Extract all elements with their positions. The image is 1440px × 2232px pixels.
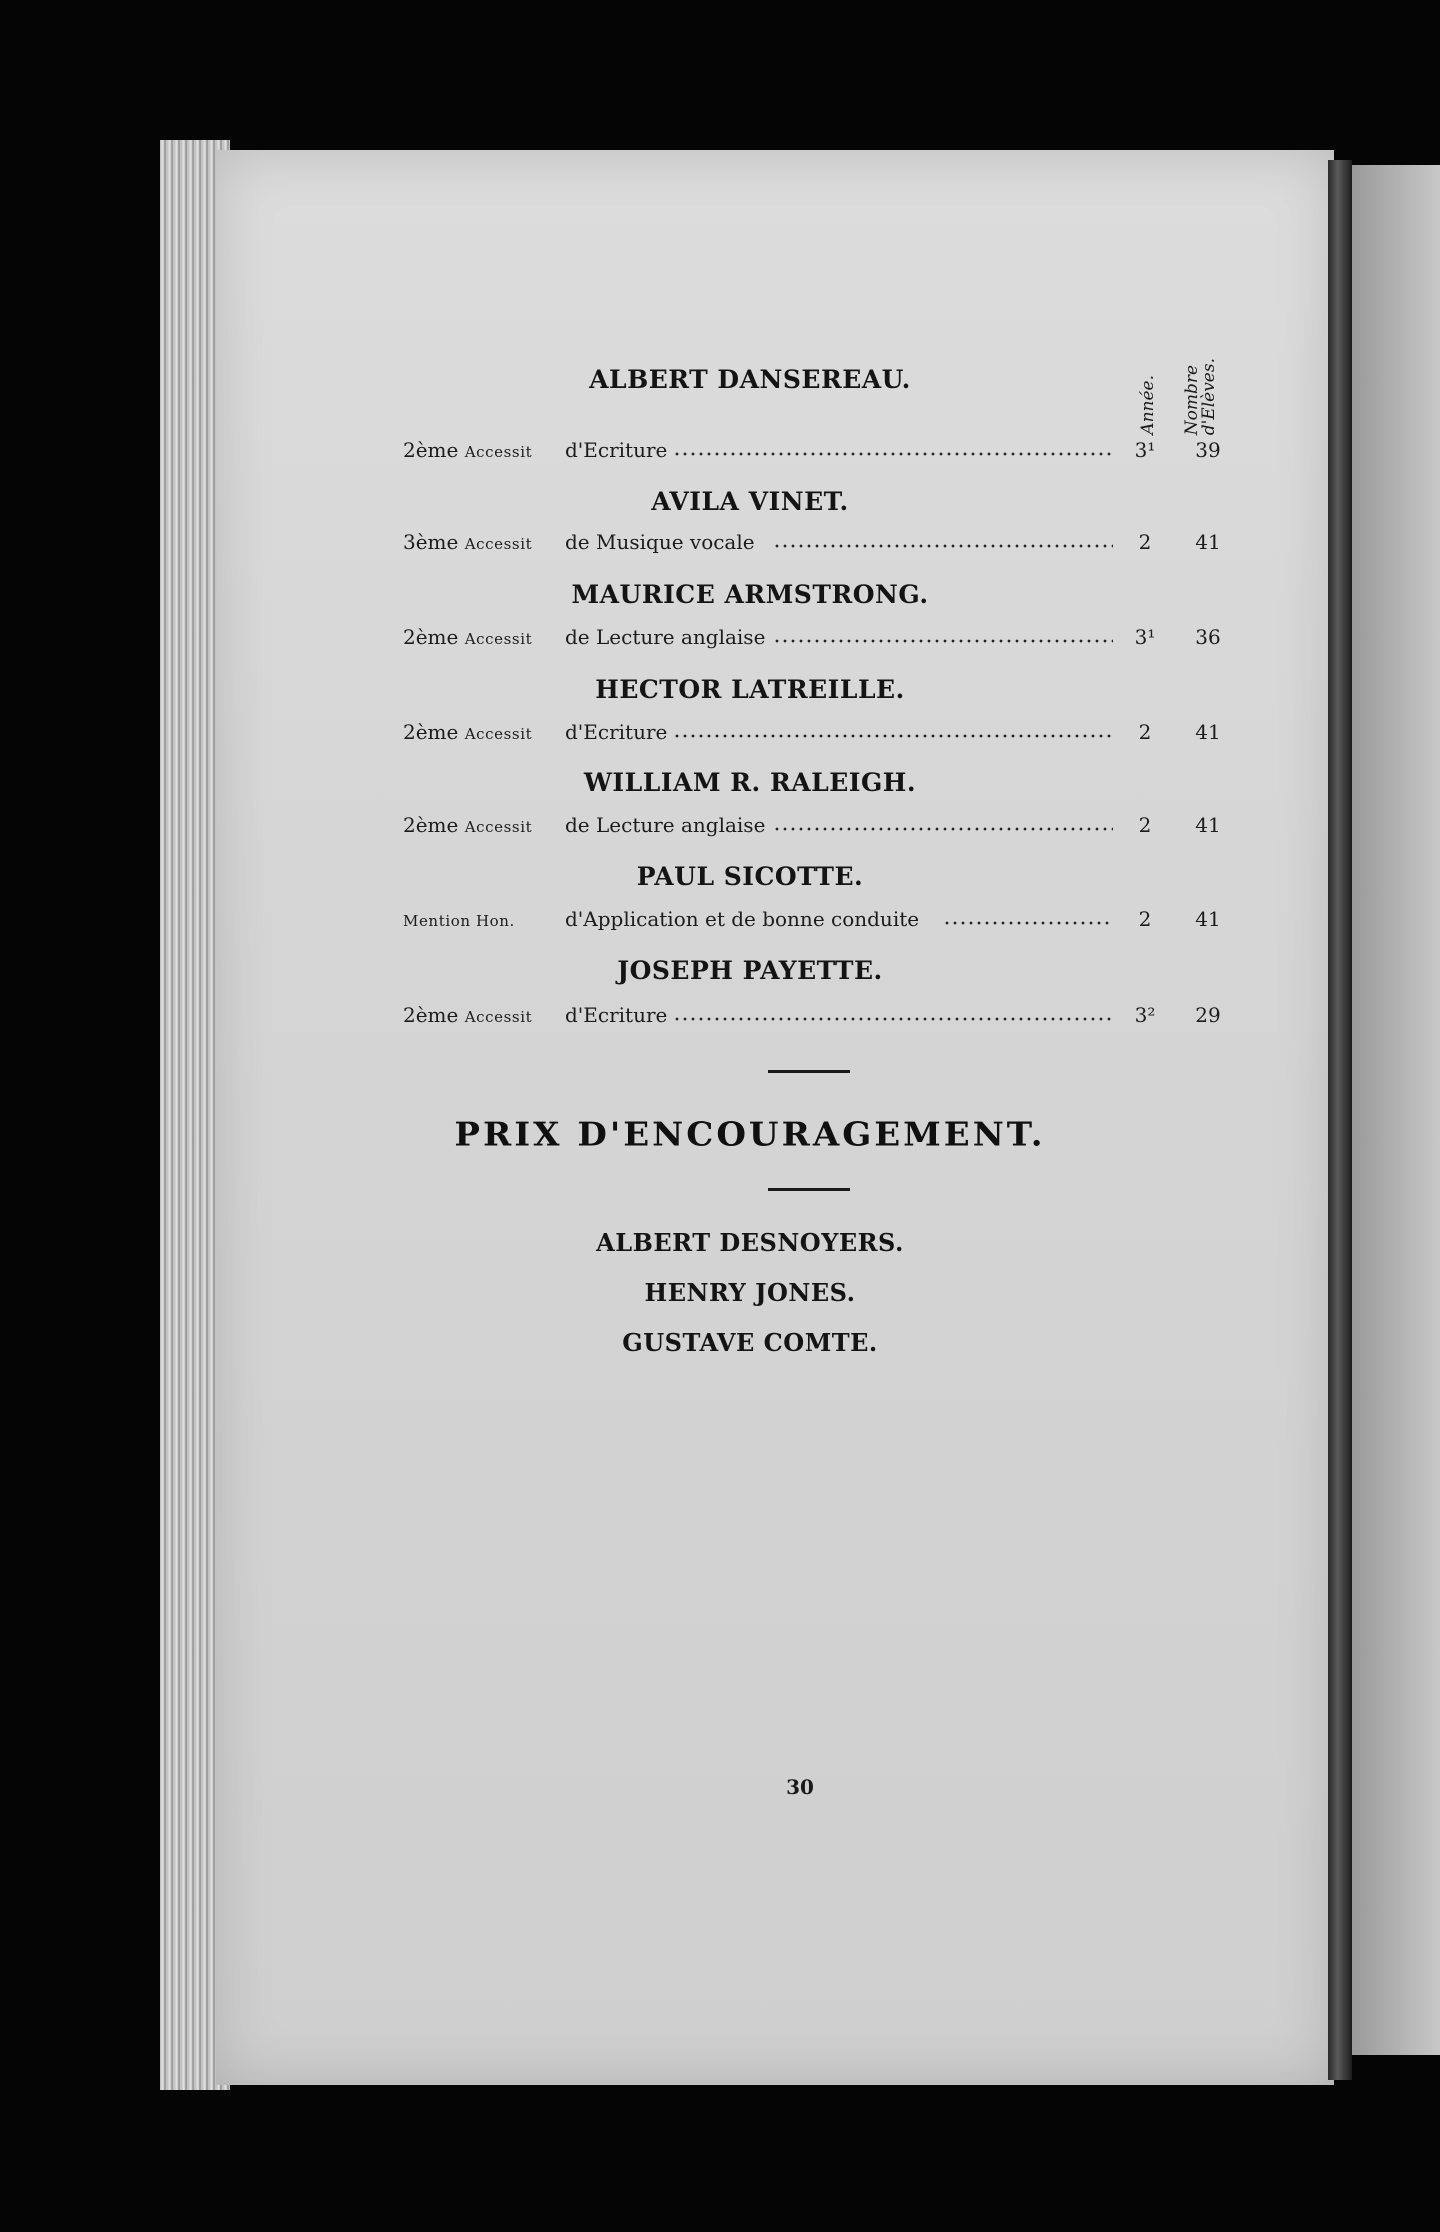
award-type: 2ème Accessit <box>403 813 533 837</box>
award-row <box>403 625 1233 651</box>
year-value: 2 <box>1138 720 1152 744</box>
year-value: 2 <box>1138 907 1152 931</box>
year-value: 3¹ <box>1134 438 1156 462</box>
year-value: 3² <box>1134 1003 1156 1027</box>
award-subject: d'Ecriture <box>565 1003 668 1027</box>
count-value: 41 <box>1195 907 1221 931</box>
year-value: 2 <box>1138 530 1152 554</box>
count-value: 41 <box>1195 720 1221 744</box>
encouragement-name: ALBERT DESNOYERS. <box>596 1228 904 1257</box>
facing-page-edge <box>1352 165 1440 2055</box>
count-value: 36 <box>1195 625 1221 649</box>
award-subject: de Lecture anglaise <box>565 625 766 649</box>
award-row <box>403 438 1233 464</box>
encouragement-name: GUSTAVE COMTE. <box>622 1328 878 1357</box>
student-name: JOSEPH PAYETTE. <box>617 956 883 985</box>
year-column-header: Année. <box>1138 375 1158 435</box>
student-name: HECTOR LATREILLE. <box>595 675 905 704</box>
student-name: MAURICE ARMSTRONG. <box>571 580 929 609</box>
award-row <box>403 907 1233 933</box>
leader-dots <box>673 452 1113 456</box>
year-value: 2 <box>1138 813 1152 837</box>
award-row <box>403 720 1233 746</box>
student-name: AVILA VINET. <box>651 487 849 516</box>
count-value: 41 <box>1195 530 1221 554</box>
section-divider-bottom <box>768 1188 850 1191</box>
award-type: 2ème Accessit <box>403 625 533 649</box>
leader-dots <box>943 921 1113 925</box>
award-type: 2ème Accessit <box>403 438 533 462</box>
leader-dots <box>773 639 1113 643</box>
award-subject: d'Ecriture <box>565 720 668 744</box>
student-name: PAUL SICOTTE. <box>636 862 864 891</box>
leader-dots <box>673 1017 1113 1021</box>
leader-dots <box>773 827 1113 831</box>
award-subject: de Lecture anglaise <box>565 813 766 837</box>
leader-dots <box>673 734 1113 738</box>
section-divider-top <box>768 1070 850 1073</box>
book-gutter <box>1328 160 1352 2080</box>
page-number: 30 <box>786 1775 814 1799</box>
award-subject: de Musique vocale <box>565 530 755 554</box>
encouragement-name: HENRY JONES. <box>644 1278 856 1307</box>
count-value: 39 <box>1195 438 1221 462</box>
award-type: 2ème Accessit <box>403 720 533 744</box>
section-title: PRIX D'ENCOURAGEMENT. <box>454 1116 1046 1154</box>
column-headers <box>1118 345 1228 435</box>
count-value: 41 <box>1195 813 1221 837</box>
award-row <box>403 530 1233 556</box>
award-subject: d'Application et de bonne conduite <box>565 907 920 931</box>
award-type: 2ème Accessit <box>403 1003 533 1027</box>
award-type: 3ème Accessit <box>403 530 533 554</box>
student-name: WILLIAM R. RALEIGH. <box>583 768 917 797</box>
count-value: 29 <box>1195 1003 1221 1027</box>
award-row <box>403 813 1233 839</box>
award-row <box>403 1003 1233 1029</box>
student-name: ALBERT DANSEREAU. <box>589 365 911 394</box>
award-subject: d'Ecriture <box>565 438 668 462</box>
leader-dots <box>773 544 1113 548</box>
year-value: 3¹ <box>1134 625 1156 649</box>
award-type: Mention Hon. <box>403 912 515 930</box>
student-count-column-header: Nombre d'Elèves. <box>1182 357 1219 435</box>
